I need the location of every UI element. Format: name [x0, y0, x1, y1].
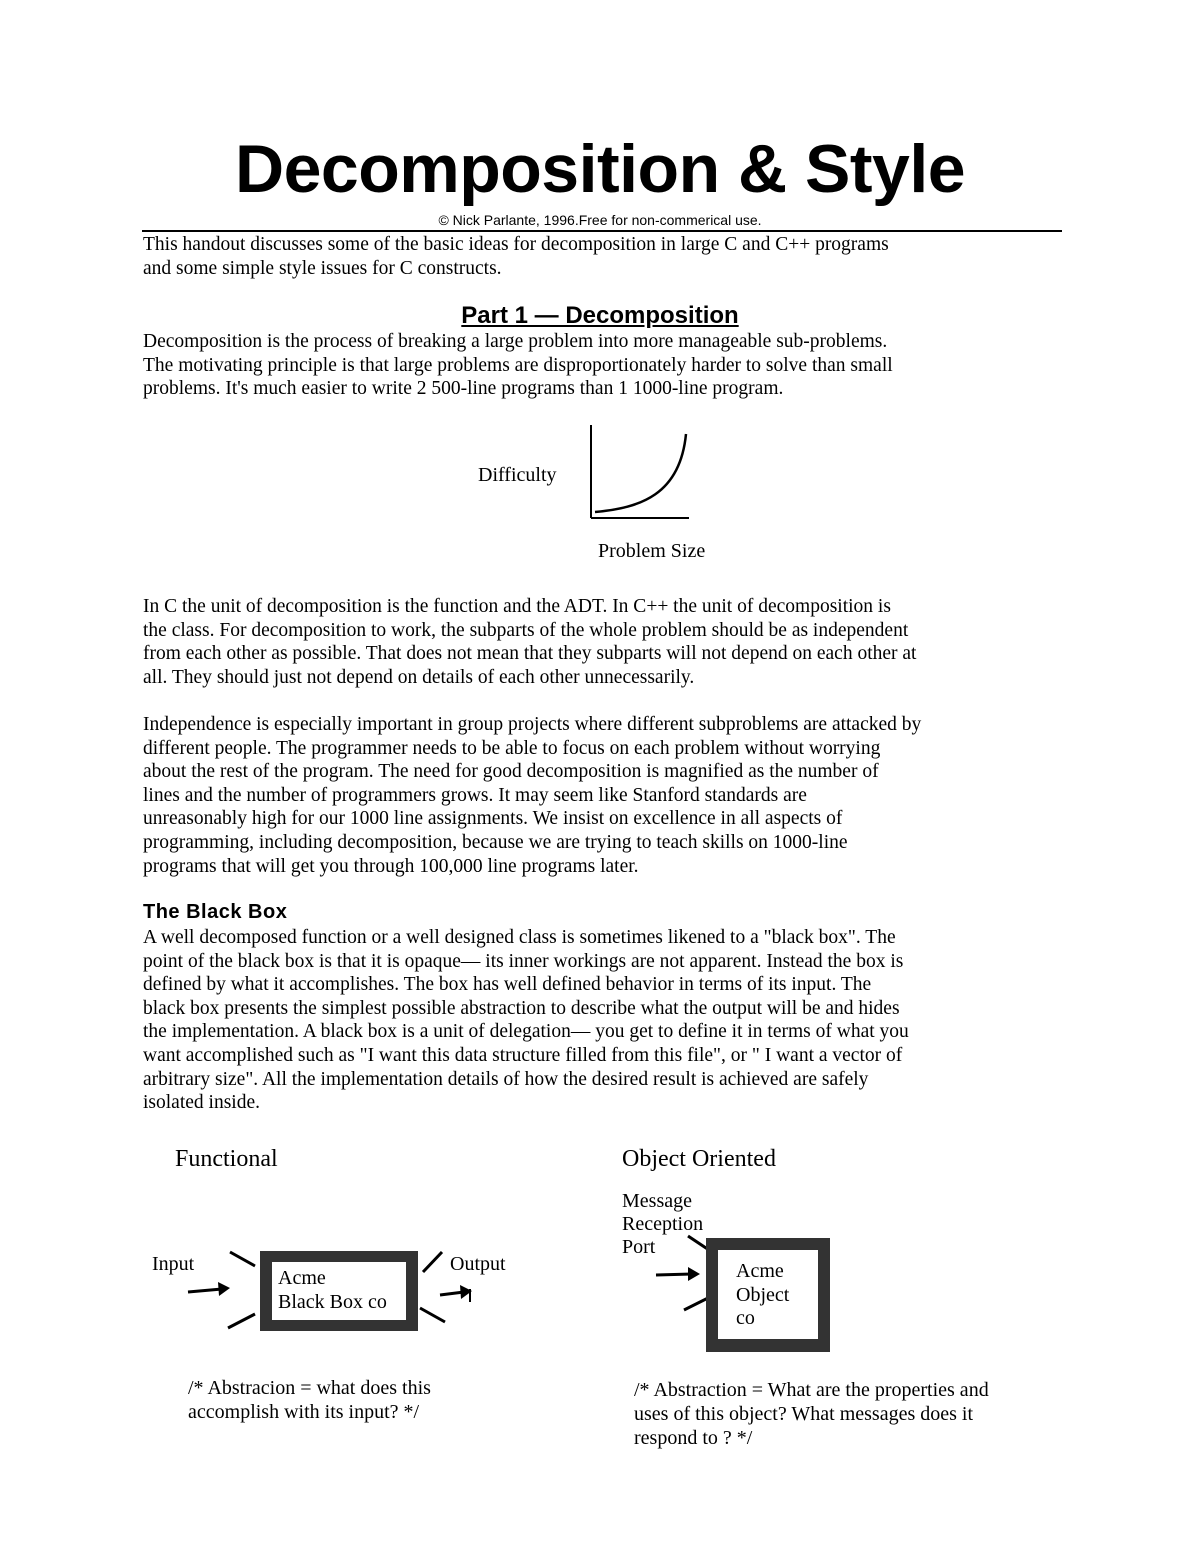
paragraph-line: unreasonably high for our 1000 line assignments. We insist on excellence in all aspects of: [143, 808, 843, 830]
box-spike: [230, 1252, 255, 1266]
caption-line: respond to ? */: [634, 1427, 753, 1449]
unit-of-decomposition-paragraph: [143, 595, 1063, 689]
box-text-line: co: [736, 1307, 755, 1329]
paragraph-line: all. They should just not depend on details of each other unnecessarily.: [143, 666, 695, 688]
paragraph-line: from each other as possible. That does not mean that they subparts will not depend on each other at: [143, 643, 917, 665]
paragraph-line: the implementation. A black box is a unit of delegation— you get to define it in terms of what you: [143, 1021, 909, 1043]
paragraph-line: want accomplished such as "I want this data structure filled from this file", or " I want a vector of: [143, 1044, 903, 1066]
box-spike: [423, 1252, 442, 1272]
output-label: Output: [450, 1253, 506, 1275]
box-text-line: Object: [736, 1283, 790, 1306]
paragraph-line: lines and the number of programmers grows. It may seem like Stanford standards are: [143, 784, 807, 806]
paragraph-line: A well decomposed function or a well designed class is sometimes likened to a "black box". The: [143, 927, 896, 948]
paragraph-line: Independence is especially important in group projects where different subproblems are attacked by: [143, 714, 922, 735]
functional-box-label: [278, 1266, 387, 1314]
functional-diagram-title: Functional: [175, 1146, 278, 1172]
paragraph-line: programming, including decomposition, because we are trying to teach skills on 1000-line: [143, 831, 848, 853]
caption-line: uses of this object? What messages does it: [634, 1403, 974, 1425]
black-box-paragraph: [143, 926, 1063, 1115]
document-title: Decomposition & Style: [234, 131, 966, 207]
paragraph-line: arbitrary size". All the implementation details of how the desired result is achieved are safely: [143, 1068, 869, 1090]
input-arrow-head: [218, 1282, 230, 1296]
box-spike: [228, 1314, 255, 1328]
part1-heading: Part 1 — Decomposition: [461, 302, 739, 329]
caption-line: accomplish with its input? */: [188, 1401, 420, 1423]
box-text-line: Black Box co: [278, 1291, 387, 1313]
functional-caption: [188, 1376, 508, 1424]
paragraph-line: problems. It's much easier to write 2 500-line programs than 1 1000-line program.: [143, 378, 784, 400]
decomposition-paragraph: [143, 330, 1063, 401]
graph-x-label: Problem Size: [598, 540, 706, 562]
difficulty-curve-graph: [585, 420, 695, 525]
paragraph-line: defined by what it accomplishes. The box has well defined behavior in terms of its input. The: [143, 974, 872, 996]
difficulty-curve: [595, 434, 686, 512]
paragraph-line: Decomposition is the process of breaking a large problem into more manageable sub-problems.: [143, 331, 888, 352]
paragraph-line: isolated inside.: [143, 1092, 260, 1114]
input-arrow-line: [188, 1289, 222, 1292]
intro-paragraph: [143, 233, 1063, 280]
message-arrow-line: [656, 1274, 692, 1275]
paragraph-line: different people. The programmer needs to be able to focus on each problem without worrying: [143, 737, 881, 759]
output-arrow-line: [440, 1292, 464, 1295]
object-oriented-caption: [634, 1378, 1064, 1450]
independence-paragraph: [143, 713, 1063, 878]
intro-line: This handout discusses some of the basic ideas for decomposition in large C and C++ programs: [143, 234, 889, 255]
box-spike: [420, 1308, 445, 1322]
port-label-line: Message: [622, 1190, 692, 1212]
intro-line: and some simple style issues for C constructs.: [143, 257, 502, 279]
paragraph-line: the class. For decomposition to work, the subparts of the whole problem should be as independent: [143, 619, 909, 641]
copyright-notice: © Nick Parlante, 1996.Free for non-commerical use.: [438, 212, 762, 228]
black-box-heading: The Black Box: [143, 901, 288, 923]
box-text-line: Acme: [736, 1260, 784, 1282]
object-oriented-diagram-title: Object Oriented: [622, 1146, 776, 1172]
object-box-label: [736, 1260, 789, 1331]
paragraph-line: In C the unit of decomposition is the function and the ADT. In C++ the unit of decomposition is: [143, 596, 891, 617]
port-label-line: Port: [622, 1236, 656, 1258]
port-label-line: Reception: [622, 1213, 704, 1235]
header-rule: [142, 230, 1062, 232]
paragraph-line: about the rest of the program. The need for good decomposition is magnified as the number of: [143, 761, 879, 783]
box-text-line: Acme: [278, 1267, 326, 1289]
message-arrow-head: [688, 1267, 700, 1281]
caption-line: /* Abstracion = what does this: [188, 1377, 431, 1399]
graph-y-label: Difficulty: [478, 464, 557, 486]
input-label: Input: [152, 1253, 195, 1275]
paragraph-line: programs that will get you through 100,000 line programs later.: [143, 855, 639, 877]
paragraph-line: black box presents the simplest possible abstraction to describe what the output will be and hides: [143, 997, 900, 1019]
paragraph-line: The motivating principle is that large problems are disproportionately harder to solve than small: [143, 354, 893, 376]
paragraph-line: point of the black box is that it is opaque— its inner workings are not apparent. Instead the box is: [143, 950, 904, 972]
caption-line: /* Abstraction = What are the properties and: [634, 1379, 989, 1401]
